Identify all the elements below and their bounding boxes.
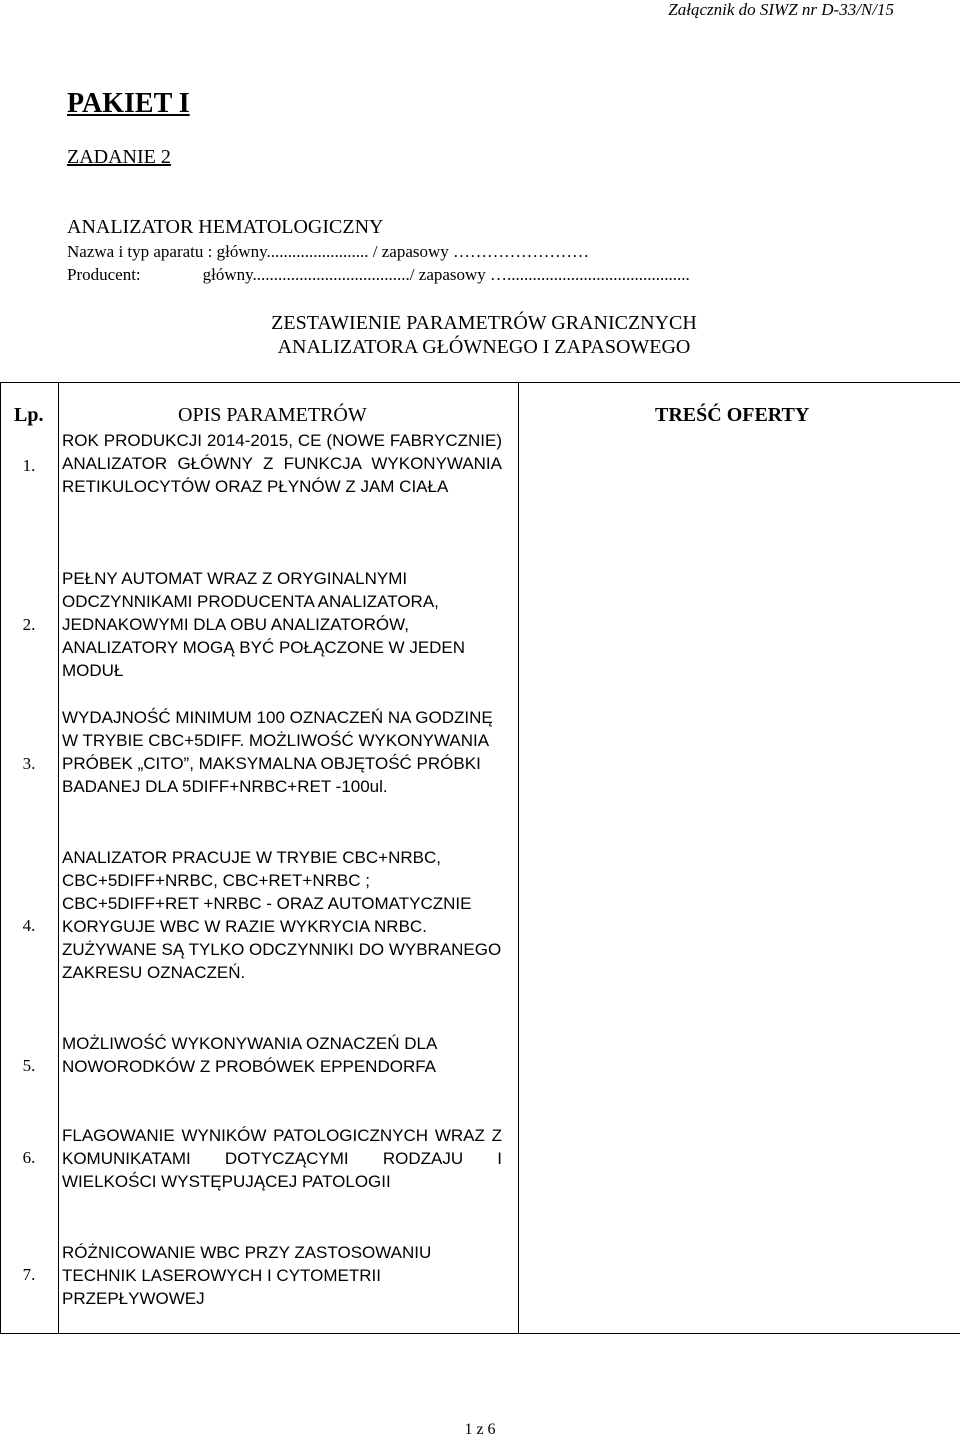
row-6-description: FLAGOWANIE WYNIKÓW PATOLOGICZNYCH WRAZ Z KOMUNIKATAMI DOTYCZĄCYMI RODZAJU I WIELKOŚCI WYSTĘPUJĄCEJ PATOLOGII xyxy=(62,1126,502,1191)
producer-value: główny...................................../ zapasowy …........................................... xyxy=(202,265,690,284)
model-line: Nazwa i typ aparatu : główny........................ / zapasowy …………………… xyxy=(67,242,590,261)
row-2-description: PEŁNY AUTOMAT WRAZ Z ORYGINALNYMI ODCZYNNIKAMI PRODUCENTA ANALIZATORA, JEDNAKOWYMI DLA OBU ANALIZATORÓW, ANALIZATORY MOGĄ BYĆ POŁĄCZONE W JEDEN MODUŁ xyxy=(62,569,466,680)
row-4-number: 4. xyxy=(22,916,36,935)
row-5-number: 5. xyxy=(22,1056,36,1075)
row-7-number: 7. xyxy=(22,1265,36,1284)
column-header-offer: TREŚĆ OFERTY xyxy=(655,404,810,426)
parameters-table xyxy=(0,382,960,1334)
producer-label: Producent: xyxy=(67,265,141,284)
table-border-bottom xyxy=(0,1333,960,1334)
page-number: 1 z 6 xyxy=(464,1421,496,1438)
row-1-number: 1. xyxy=(22,456,36,475)
column-header-description: OPIS PARAMETRÓW xyxy=(178,404,367,426)
summary-title-line2: ANALIZATORA GŁÓWNEGO I ZAPASOWEGO xyxy=(277,336,691,358)
table-border-left xyxy=(0,382,1,1334)
row-3-description: WYDAJNOŚĆ MINIMUM 100 OZNACZEŃ NA GODZINĘ W TRYBIE CBC+5DIFF. MOŻLIWOŚĆ WYKONYWANIA PRÓBEK „CITO”, MAKSYMALNA OBJĘTOŚĆ PRÓBKI BADANEJ DLA 5DIFF+NRBC+RET -100ul. xyxy=(62,708,493,796)
row-6-number: 6. xyxy=(22,1148,36,1167)
column-divider-lp xyxy=(58,382,59,1334)
device-title: ANALIZATOR HEMATOLOGICZNY xyxy=(67,216,384,238)
row-3-number: 3. xyxy=(22,754,36,773)
zadanie-title: ZADANIE 2 xyxy=(67,146,171,168)
producer-line xyxy=(67,265,690,285)
column-divider-offer xyxy=(518,382,519,1334)
row-5-description: MOŻLIWOŚĆ WYKONYWANIA OZNACZEŃ DLA NOWORODKÓW Z PROBÓWEK EPPENDORFA xyxy=(62,1034,437,1076)
row-1-description: ROK PRODUKCJI 2014-2015, CE (NOWE FABRYCZNIE) ANALIZATOR GŁÓWNY Z FUNKCJA WYKONYWANIA RETIKULOCYTÓW ORAZ PŁYNÓW Z JAM CIAŁA xyxy=(62,431,502,496)
annex-label: Załącznik do SIWZ nr D-33/N/15 xyxy=(668,0,894,19)
pakiet-title: PAKIET I xyxy=(67,88,190,119)
column-header-lp: Lp. xyxy=(14,404,44,426)
row-7-description: RÓŻNICOWANIE WBC PRZY ZASTOSOWANIU TECHNIK LASEROWYCH I CYTOMETRII PRZEPŁYWOWEJ xyxy=(62,1243,432,1308)
row-2-number: 2. xyxy=(22,615,36,634)
table-border-top xyxy=(0,382,960,383)
summary-title-line1: ZESTAWIENIE PARAMETRÓW GRANICZNYCH xyxy=(271,312,697,334)
row-4-description: ANALIZATOR PRACUJE W TRYBIE CBC+NRBC, CBC+5DIFF+NRBC, CBC+RET+NRBC ; CBC+5DIFF+RET +NRBC - ORAZ AUTOMATYCZNIE KORYGUJE WBC W RAZIE WYKRYCIA NRBC. ZUŻYWANE SĄ TYLKO ODCZYNNIKI DO WYBRANEGO ZAKRESU OZNACZEŃ. xyxy=(62,848,502,982)
